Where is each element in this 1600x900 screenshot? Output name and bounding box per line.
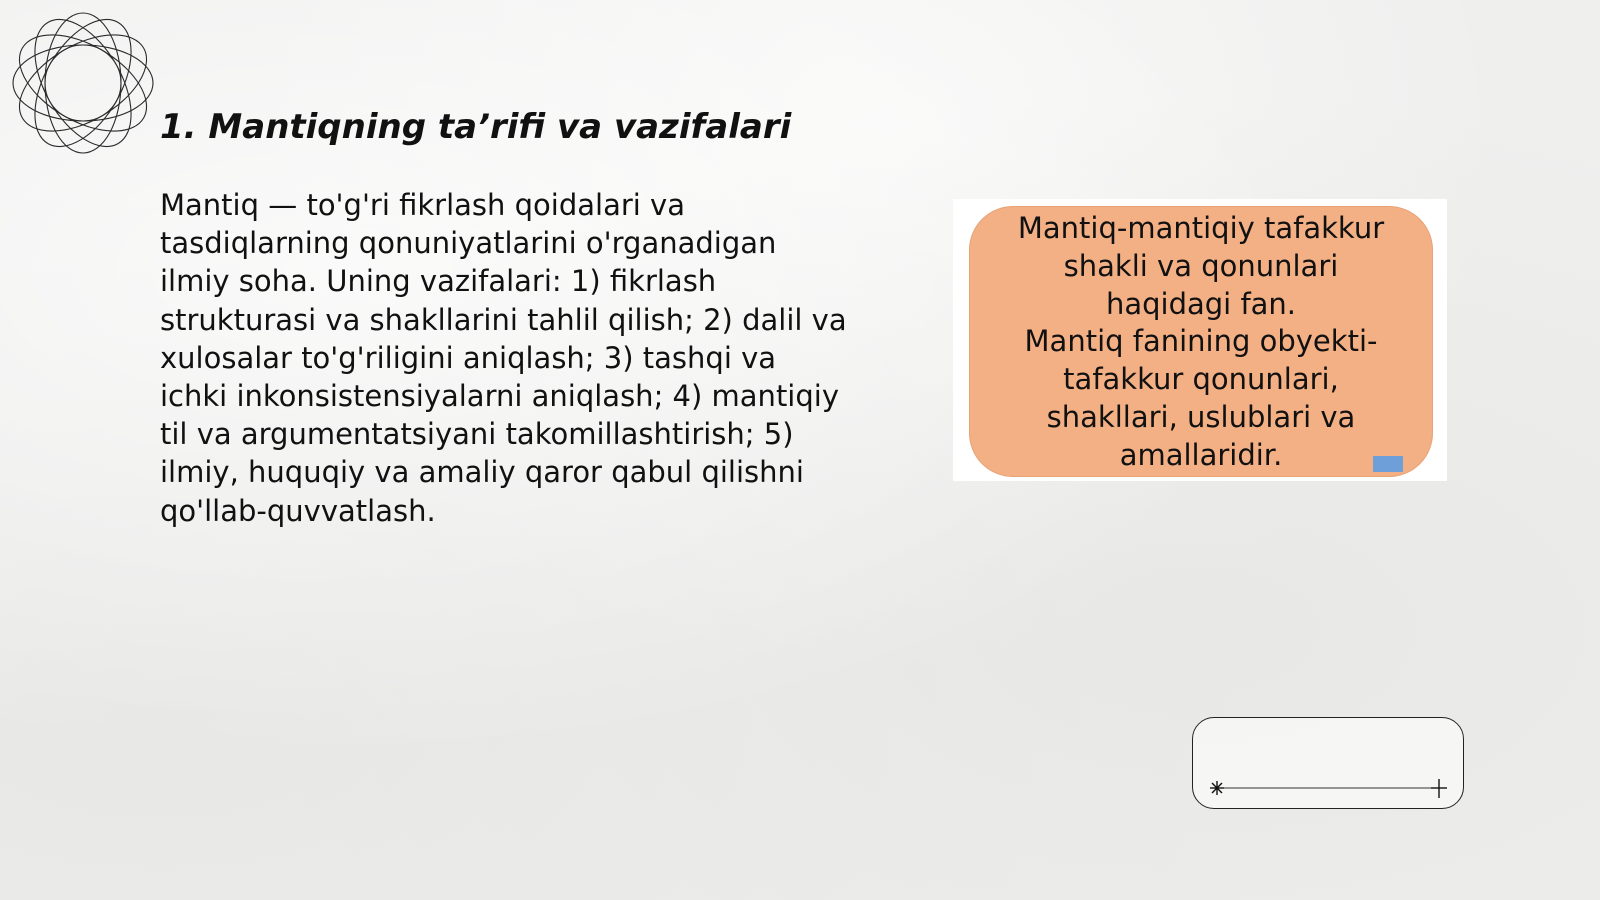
rosette-ornament-icon [10, 10, 156, 156]
widget-line-graphic [1193, 718, 1465, 810]
callout-line: shakli va qonunlari [1063, 248, 1339, 283]
sparkle-icon [1210, 781, 1224, 795]
callout-text [978, 210, 1424, 475]
callout-line: shakllari, uslublari va [1046, 399, 1356, 434]
callout-resize-handle[interactable] [1373, 456, 1403, 472]
callout-line: amallaridir. [1119, 437, 1283, 472]
crosshair-icon [1431, 779, 1447, 798]
decorative-line-widget [1192, 717, 1464, 809]
callout-line: haqidagi fan. [1105, 286, 1297, 321]
callout-line: Mantiq fanining obyekti- [1024, 324, 1378, 359]
callout-line: Mantiq-mantiqiy tafakkur [1017, 211, 1385, 245]
body-paragraph: Mantiq — to'g'ri fikrlash qoidalari va tasdiqlarning qonuniyatlarini o'rganadigan ilmiy soha. Uning vazifalari: 1) fikrlash strukturasi va shakllarini tahlil qilish; 2) dalil va xulosalar to'g'riligini aniqlash; 3) tashqi va ichki inkonsistensiyalarni aniqlash; 4) mantiqiy til va argumentatsiyani takomillashtirish; 5) ilmiy, huquqiy va amaliy qaror qabul qilishni qo'llab-quvvatlash. [160, 188, 847, 528]
callout-line: tafakkur qonunlari, [1063, 362, 1339, 397]
slide-title: 1. Mantiqning ta’rifi va vazifalari [160, 107, 792, 147]
